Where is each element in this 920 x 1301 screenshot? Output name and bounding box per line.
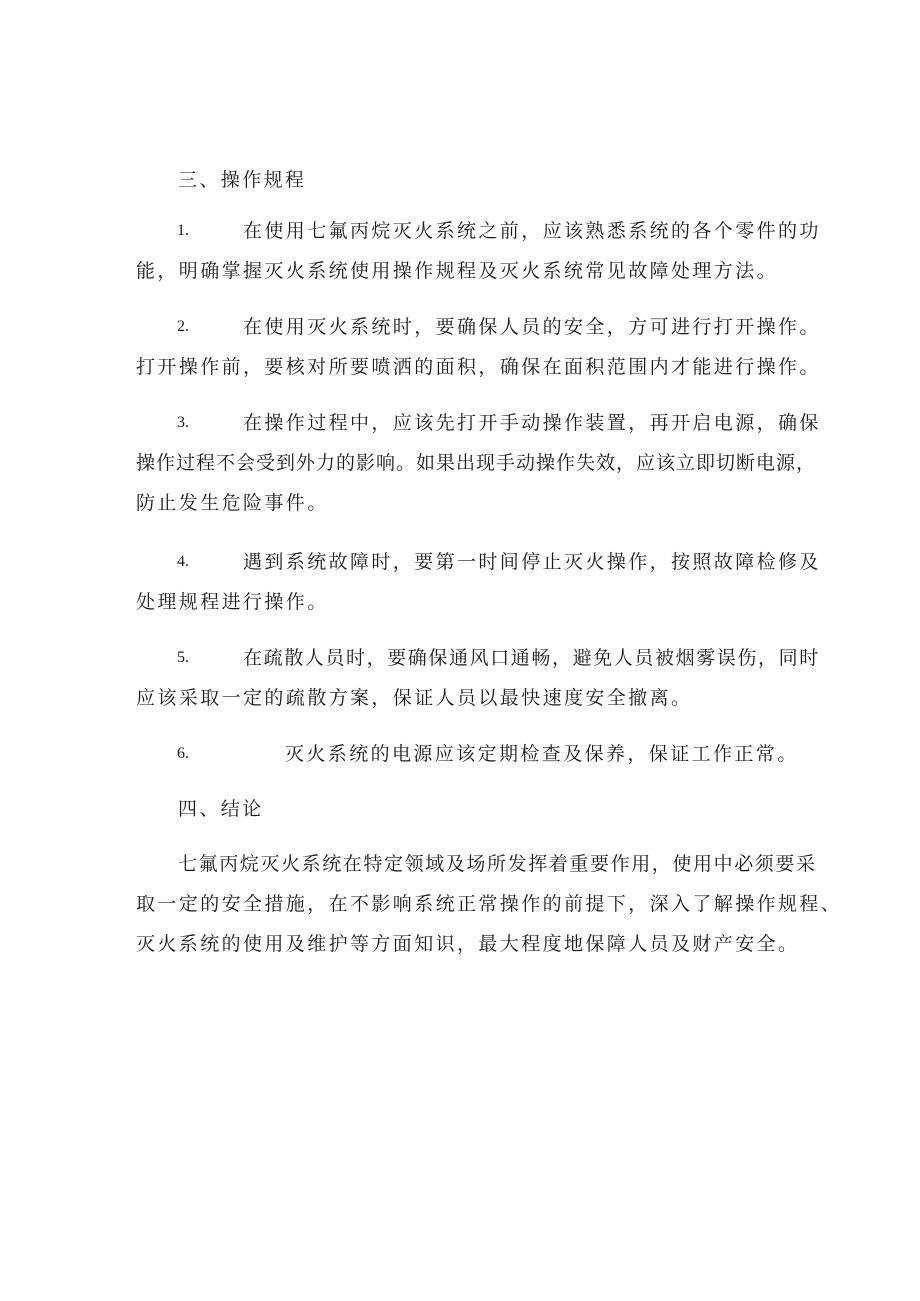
item-text-first-line: 在疏散人员时，要确保通风口通畅，避免人员被烟雾误伤，同时	[243, 647, 820, 669]
item-text-first-line: 灭火系统的电源应该定期检查及保养，保证工作正常。	[285, 743, 799, 765]
item-text-continuation: 能，明确掌握灭火系统使用操作规程及灭火系统常见故障处理方法。	[136, 260, 779, 282]
item-text-continuation: 防止发生危险事件。	[136, 492, 329, 514]
item-number: 6.	[177, 745, 189, 762]
item-text-first-line: 在使用灭火系统时，要确保人员的安全，方可进行打开操作。	[243, 316, 821, 338]
section-heading-conclusion: 四、结论	[178, 798, 264, 820]
item-text-first-line: 遇到系统故障时，要第一时间停止灭火操作，按照故障检修及	[243, 551, 821, 573]
item-text-continuation: 应该采取一定的疏散方案，保证人员以最快速度安全撤离。	[136, 687, 693, 709]
item-number: 3.	[177, 414, 189, 431]
item-number: 4.	[177, 553, 189, 570]
paragraph-line: 七氟丙烷灭火系统在特定领域及场所发挥着重要作用，使用中必须要采	[178, 853, 817, 875]
item-number: 2.	[177, 318, 189, 335]
paragraph-line: 取一定的安全措施，在不影响系统正常操作的前提下，深入了解操作规程、	[136, 893, 843, 915]
section-heading-operating-rules: 三、操作规程	[178, 169, 307, 191]
item-text-continuation: 操作过程不会受到外力的影响。如果出现手动操作失效，应该立即切断电源，	[136, 452, 817, 474]
item-text-first-line: 在使用七氟丙烷灭火系统之前，应该熟悉系统的各个零件的功	[243, 220, 821, 242]
item-text-continuation: 处理规程进行操作。	[136, 591, 329, 613]
item-number: 5.	[177, 649, 189, 666]
paragraph-line: 灭火系统的使用及维护等方面知识，最大程度地保障人员及财产安全。	[136, 933, 800, 955]
item-number: 1.	[177, 222, 189, 239]
item-text-continuation: 打开操作前，要核对所要喷洒的面积，确保在面积范围内才能进行操作。	[136, 356, 821, 378]
item-text-first-line: 在操作过程中，应该先打开手动操作装置，再开启电源，确保	[243, 412, 821, 434]
